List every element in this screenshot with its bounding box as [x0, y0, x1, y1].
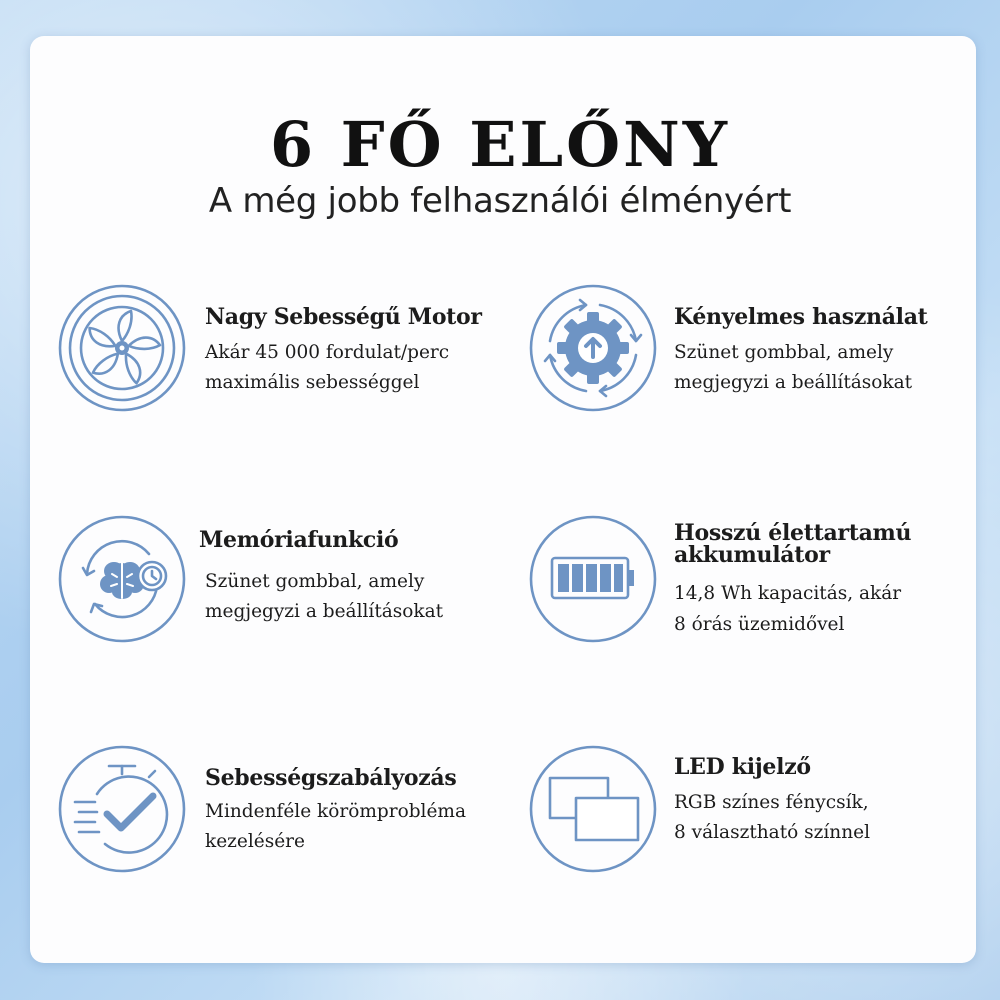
stopwatch-check-icon [57, 744, 187, 874]
feature-title-led: LED kijelző [674, 754, 811, 780]
feature-text-memory-1: Szünet gombbal, amely [205, 571, 425, 592]
feature-title-usage: Kényelmes használat [674, 304, 928, 330]
feature-title-speed: Sebességszabályozás [205, 765, 457, 791]
led-display-icon [528, 744, 658, 874]
feature-text-memory-2: megjegyzi a beállításokat [205, 601, 444, 622]
feature-text-battery-1: 14,8 Wh kapacitás, akár [674, 583, 902, 604]
feature-text-battery-2: 8 órás üzemidővel [674, 614, 845, 635]
page-subtitle: A még jobb felhasználói élményért [208, 181, 792, 221]
brain-clock-icon [57, 514, 187, 644]
gear-arrow-icon [528, 283, 658, 413]
page-title: 6 FŐ ELŐNY [269, 108, 731, 181]
feature-title-motor: Nagy Sebességű Motor [205, 304, 482, 330]
feature-title-battery: Hosszú élettartamú akkumulátor [674, 520, 912, 568]
feature-text-led-2: 8 választható színnel [674, 822, 871, 843]
feature-text-usage-1: Szünet gombbal, amely [674, 342, 894, 363]
feature-text-speed-1: Mindenféle körömprobléma [205, 801, 466, 822]
fan-icon [57, 283, 187, 413]
feature-text-led-1: RGB színes fénycsík, [674, 792, 869, 813]
battery-icon [528, 514, 658, 644]
feature-text-motor-1: Akár 45 000 fordulat/perc [205, 342, 450, 363]
feature-text-usage-2: megjegyzi a beállításokat [674, 372, 913, 393]
feature-text-speed-2: kezelésére [205, 831, 305, 852]
feature-title-memory: Memóriafunkció [199, 527, 399, 553]
feature-text-motor-2: maximális sebességgel [205, 372, 420, 393]
